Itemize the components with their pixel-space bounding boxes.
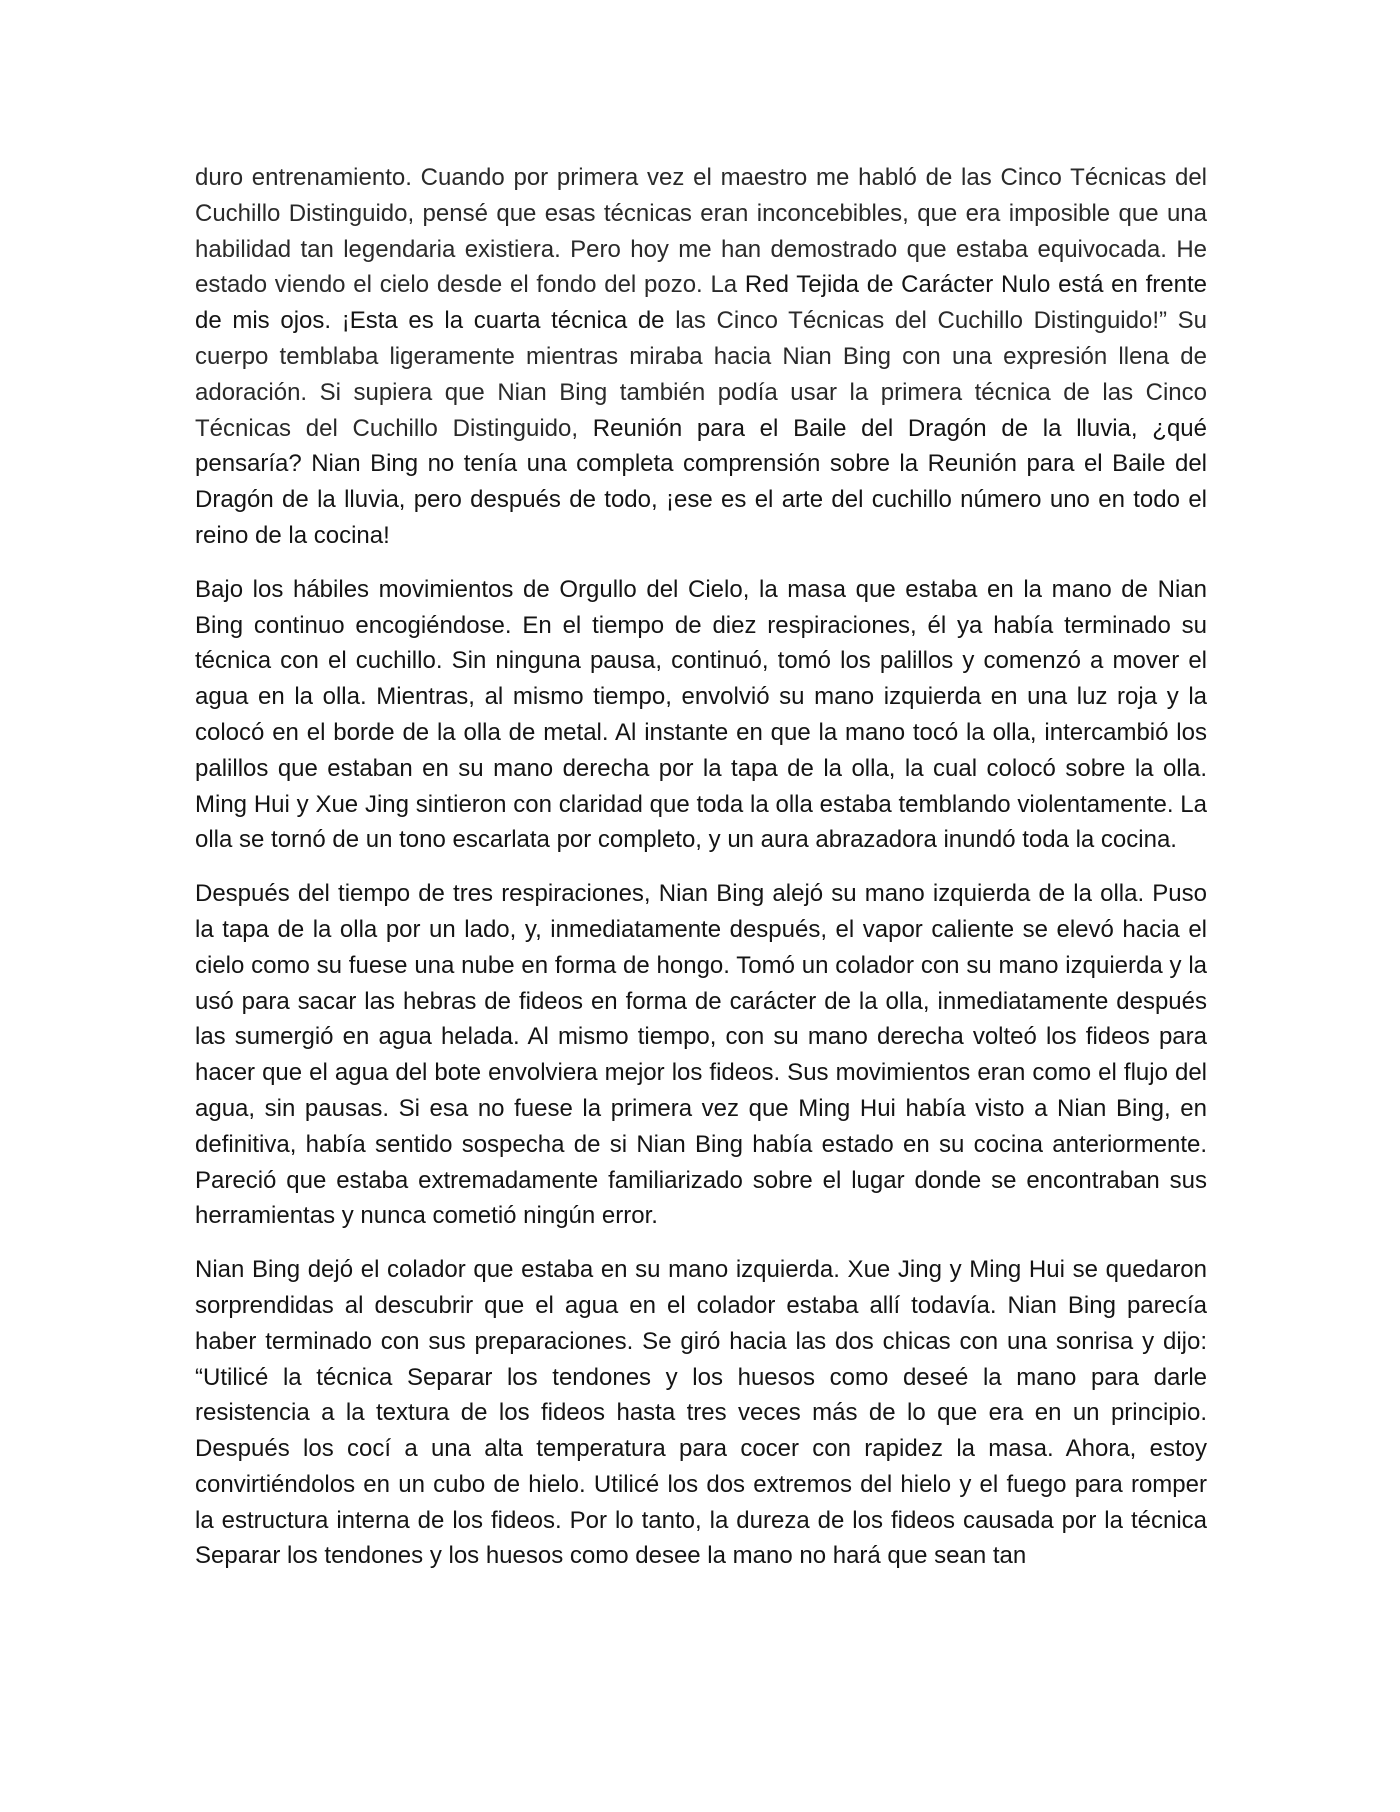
paragraph-2: Bajo los hábiles movimientos de Orgullo del Cielo, la masa que estaba en la mano de Nian Bing continuo encogiéndose. En el tiempo de diez respiraciones, él ya había terminado su técnica con el cuchillo. Sin ninguna pausa, continuó, tomó los palillos y comenzó a mover el agua en la olla. Mientras, al mismo tiempo, envolvió su mano izquierda en una luz roja y la colocó en el borde de la olla de metal. Al instante en que la mano tocó la olla, intercambió los palillos que estaban en su mano derecha por la tapa de la olla, la cual colocó sobre la olla. Ming Hui y Xue Jing sintieron con claridad que toda la olla estaba temblando violentamente. La olla se tornó de un tono escarlata por completo, y un aura abrazadora inundó toda la cocina. — [195, 575, 1207, 854]
paragraph-1-segment-3: las Cinco Técnicas del Cuchillo Distinguido!” Su cuerpo temblaba ligeramente mientras miraba hacia Nian Bing con una expresión llena de adoración. Si supiera que Nian Bing también podía usar la primera técnica de las Cinco Técnicas del Cuchillo Distinguido, — [195, 307, 1208, 442]
paragraph-1 — [195, 160, 1207, 554]
paragraph-1-segment-2: Red Tejida de Carácter Nulo está en frente de mis ojos. ¡Esta es la cuarta técnica de — [195, 271, 1208, 335]
paragraph-1-segment-1: duro entrenamiento. Cuando por primera vez el maestro me habló de las Cinco Técnicas del Cuchillo Distinguido, pensé que esas técnicas eran inconcebibles, que era imposible que una habilidad tan legendaria existiera. Pero hoy me han demostrado que estaba equivocada. He estado viendo el cielo desde el fondo del pozo. La — [195, 164, 1207, 299]
paragraph-4: Nian Bing dejó el colador que estaba en su mano izquierda. Xue Jing y Ming Hui se quedaron sorprendidas al descubrir que el agua en el colador estaba allí todavía. Nian Bing parecía haber terminado con sus preparaciones. Se giró hacia las dos chicas con una sonrisa y dijo: “Utilicé la técnica Separar los tendones y los huesos como deseé la mano para darle resistencia a la textura de los fideos hasta tres veces más de lo que era en un principio. Después los cocí a una alta temperatura para cocer con rapidez la masa. Ahora, estoy convirtiéndolos en un cubo de hielo. Utilicé los dos extremos del hielo y el fuego para romper la estructura interna de los fideos. Por lo tanto, la dureza de los fideos causada por la técnica Separar los tendones y los huesos como desee la mano no hará que sean tan — [195, 1256, 1207, 1570]
paragraph-1-segment-4: Reunión para el Baile del Dragón de la lluvia, ¿qué pensaría? Nian Bing no tenía una completa comprensión sobre la Reunión para el Baile del Dragón de la lluvia, pero después de todo, ¡ese es el arte del cuchillo número uno en todo el reino de la cocina! — [195, 414, 1207, 549]
document-page — [195, 160, 1207, 1592]
paragraph-3: Después del tiempo de tres respiraciones, Nian Bing alejó su mano izquierda de la olla. Puso la tapa de la olla por un lado, y, inmediatamente después, el vapor caliente se elevó hacia el cielo como su fuese una nube en forma de hongo. Tomó un colador con su mano izquierda y la usó para sacar las hebras de fideos en forma de carácter de la olla, inmediatamente después las sumergió en agua helada. Al mismo tiempo, con su mano derecha volteó los fideos para hacer que el agua del bote envolviera mejor los fideos. Sus movimientos eran como el flujo del agua, sin pausas. Si esa no fuese la primera vez que Ming Hui había visto a Nian Bing, en definitiva, había sentido sospecha de si Nian Bing había estado en su cocina anteriormente. Pareció que estaba extremadamente familiarizado sobre el lugar donde se encontraban sus herramientas y nunca cometió ningún error. — [195, 880, 1207, 1230]
